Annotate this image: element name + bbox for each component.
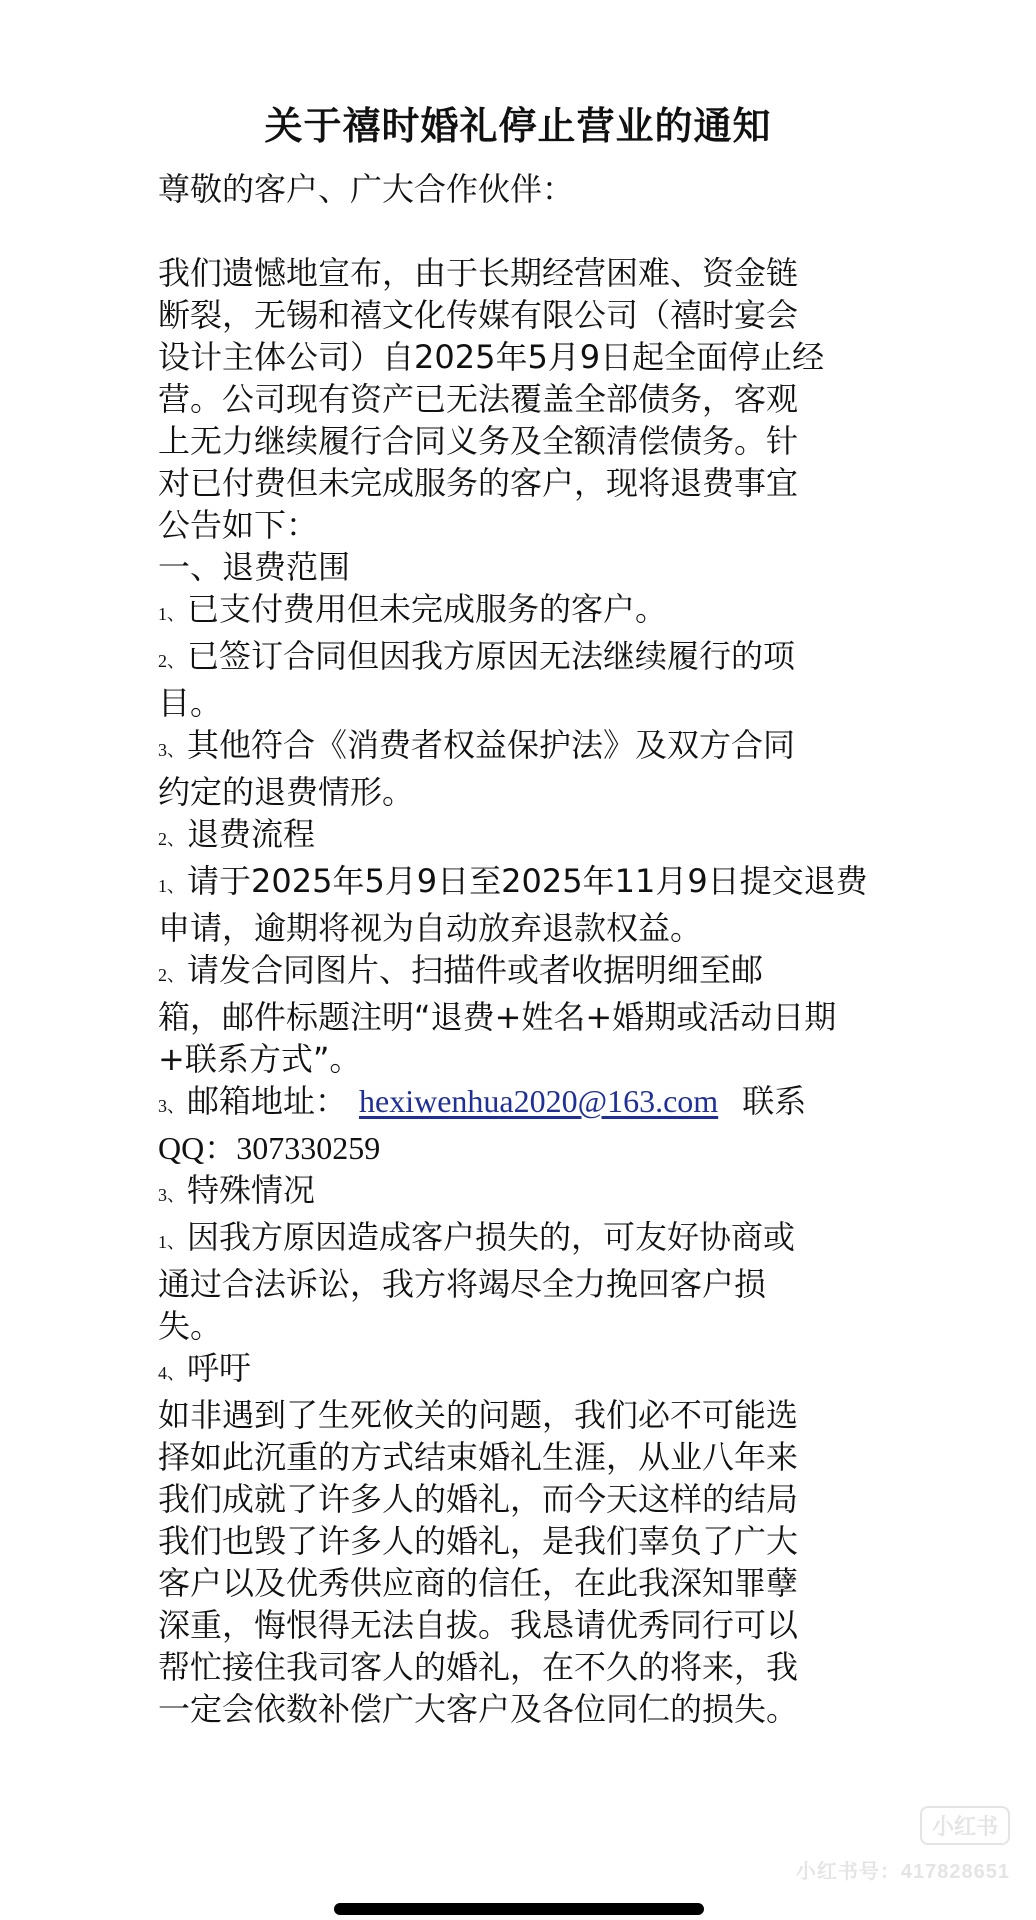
item-number: 3、 [158, 1096, 185, 1116]
section-refund-process [158, 813, 878, 1169]
home-indicator[interactable] [334, 1903, 704, 1915]
list-item [158, 1216, 878, 1263]
section-number: 4、 [158, 1363, 185, 1383]
section-number: 2、 [158, 829, 185, 849]
intro-line: 我们遗憾地宣布，由于长期经营困难、资金链 [158, 254, 799, 292]
email-link[interactable]: hexiwenhua2020@163.com [359, 1083, 719, 1119]
intro-line: 公告如下： [158, 506, 319, 544]
intro-line: 设计主体公司）自2025年5月9日起全面停止经 [158, 338, 825, 376]
section-heading-text: 退费流程 [187, 815, 316, 853]
list-item [158, 860, 878, 907]
item-text: 已签订合同但因我方原因无法继续履行的项 [187, 637, 796, 675]
section-refund-scope [158, 546, 878, 813]
item-number: 2、 [158, 965, 185, 985]
item-text-continued: 约定的退费情形。 [158, 773, 415, 811]
list-item [158, 949, 878, 996]
contact-label: 联系 [742, 1082, 807, 1120]
email-label: 邮箱地址： [187, 1082, 348, 1120]
watermark-logo: 小红书 [920, 1806, 1010, 1845]
section-heading [158, 1169, 878, 1216]
item-number: 2、 [158, 651, 185, 671]
section-special-cases [158, 1169, 878, 1347]
item-text: 因我方原因造成客户损失的，可友好协商或 [187, 1218, 796, 1256]
section-heading [158, 813, 878, 860]
item-number: 1、 [158, 1232, 185, 1252]
appeal-line: 我们也毁了许多人的婚礼，是我们辜负了广大 [158, 1522, 799, 1560]
paragraph-gap [158, 210, 878, 252]
item-text-continued: 箱，邮件标题注明“退费+姓名+婚期或活动日期 [158, 998, 837, 1036]
appeal-line: 我们成就了许多人的婚礼，而今天这样的结局 [158, 1480, 799, 1518]
intro-line: 营。公司现有资产已无法覆盖全部债务，客观 [158, 380, 799, 418]
item-text: 请发合同图片、扫描件或者收据明细至邮 [187, 951, 764, 989]
section-heading-text: 特殊情况 [187, 1171, 316, 1209]
item-number: 3、 [158, 740, 185, 760]
qq-contact: QQ：307330259 [158, 1130, 381, 1166]
item-number: 1、 [158, 604, 185, 624]
appeal-line: 一定会依数补偿广大客户及各位同仁的损失。 [158, 1690, 799, 1728]
list-item-email [158, 1080, 878, 1127]
section-heading: 一、退费范围 [158, 548, 351, 586]
appeal-line: 深重，悔恨得无法自拔。我恳请优秀同行可以 [158, 1606, 799, 1644]
section-heading-text: 呼吁 [187, 1349, 252, 1387]
section-number: 3、 [158, 1185, 185, 1205]
intro-line: 上无力继续履行合同义务及全额清偿债务。针 [158, 422, 799, 460]
salutation: 尊敬的客户、广大合作伙伴： [158, 170, 575, 208]
item-text-continued: +联系方式”。 [158, 1040, 362, 1078]
section-heading [158, 1347, 878, 1394]
section-appeal [158, 1347, 878, 1730]
watermark-text: 小红书号：417828651 [795, 1861, 1010, 1883]
item-number: 1、 [158, 876, 185, 896]
item-text-continued: 目。 [158, 684, 223, 722]
appeal-line: 客户以及优秀供应商的信任，在此我深知罪孽 [158, 1564, 799, 1602]
intro-paragraph [158, 252, 878, 546]
appeal-line: 帮忙接住我司客人的婚礼，在不久的将来，我 [158, 1648, 799, 1686]
item-text-continued: 失。 [158, 1307, 223, 1345]
list-item [158, 588, 878, 635]
item-text: 请于2025年5月9日至2025年11月9日提交退费 [187, 862, 868, 900]
list-item [158, 724, 878, 771]
item-text: 已支付费用但未完成服务的客户。 [187, 590, 668, 628]
intro-line: 对已付费但未完成服务的客户，现将退费事宜 [158, 464, 799, 502]
appeal-line: 择如此沉重的方式结束婚礼生涯，从业八年来 [158, 1438, 799, 1476]
watermark [796, 1806, 1010, 1884]
item-text-continued: 通过合法诉讼，我方将竭尽全力挽回客户损 [158, 1265, 767, 1303]
list-item [158, 635, 878, 682]
intro-line: 断裂，无锡和禧文化传媒有限公司（禧时宴会 [158, 296, 799, 334]
appeal-line: 如非遇到了生死攸关的问题，我们必不可能选 [158, 1396, 799, 1434]
notice-document [158, 96, 878, 1730]
notice-title: 关于禧时婚礼停止营业的通知 [264, 104, 772, 148]
item-text-continued: 申请，逾期将视为自动放弃退款权益。 [158, 909, 703, 947]
item-text: 其他符合《消费者权益保护法》及双方合同 [187, 726, 796, 764]
